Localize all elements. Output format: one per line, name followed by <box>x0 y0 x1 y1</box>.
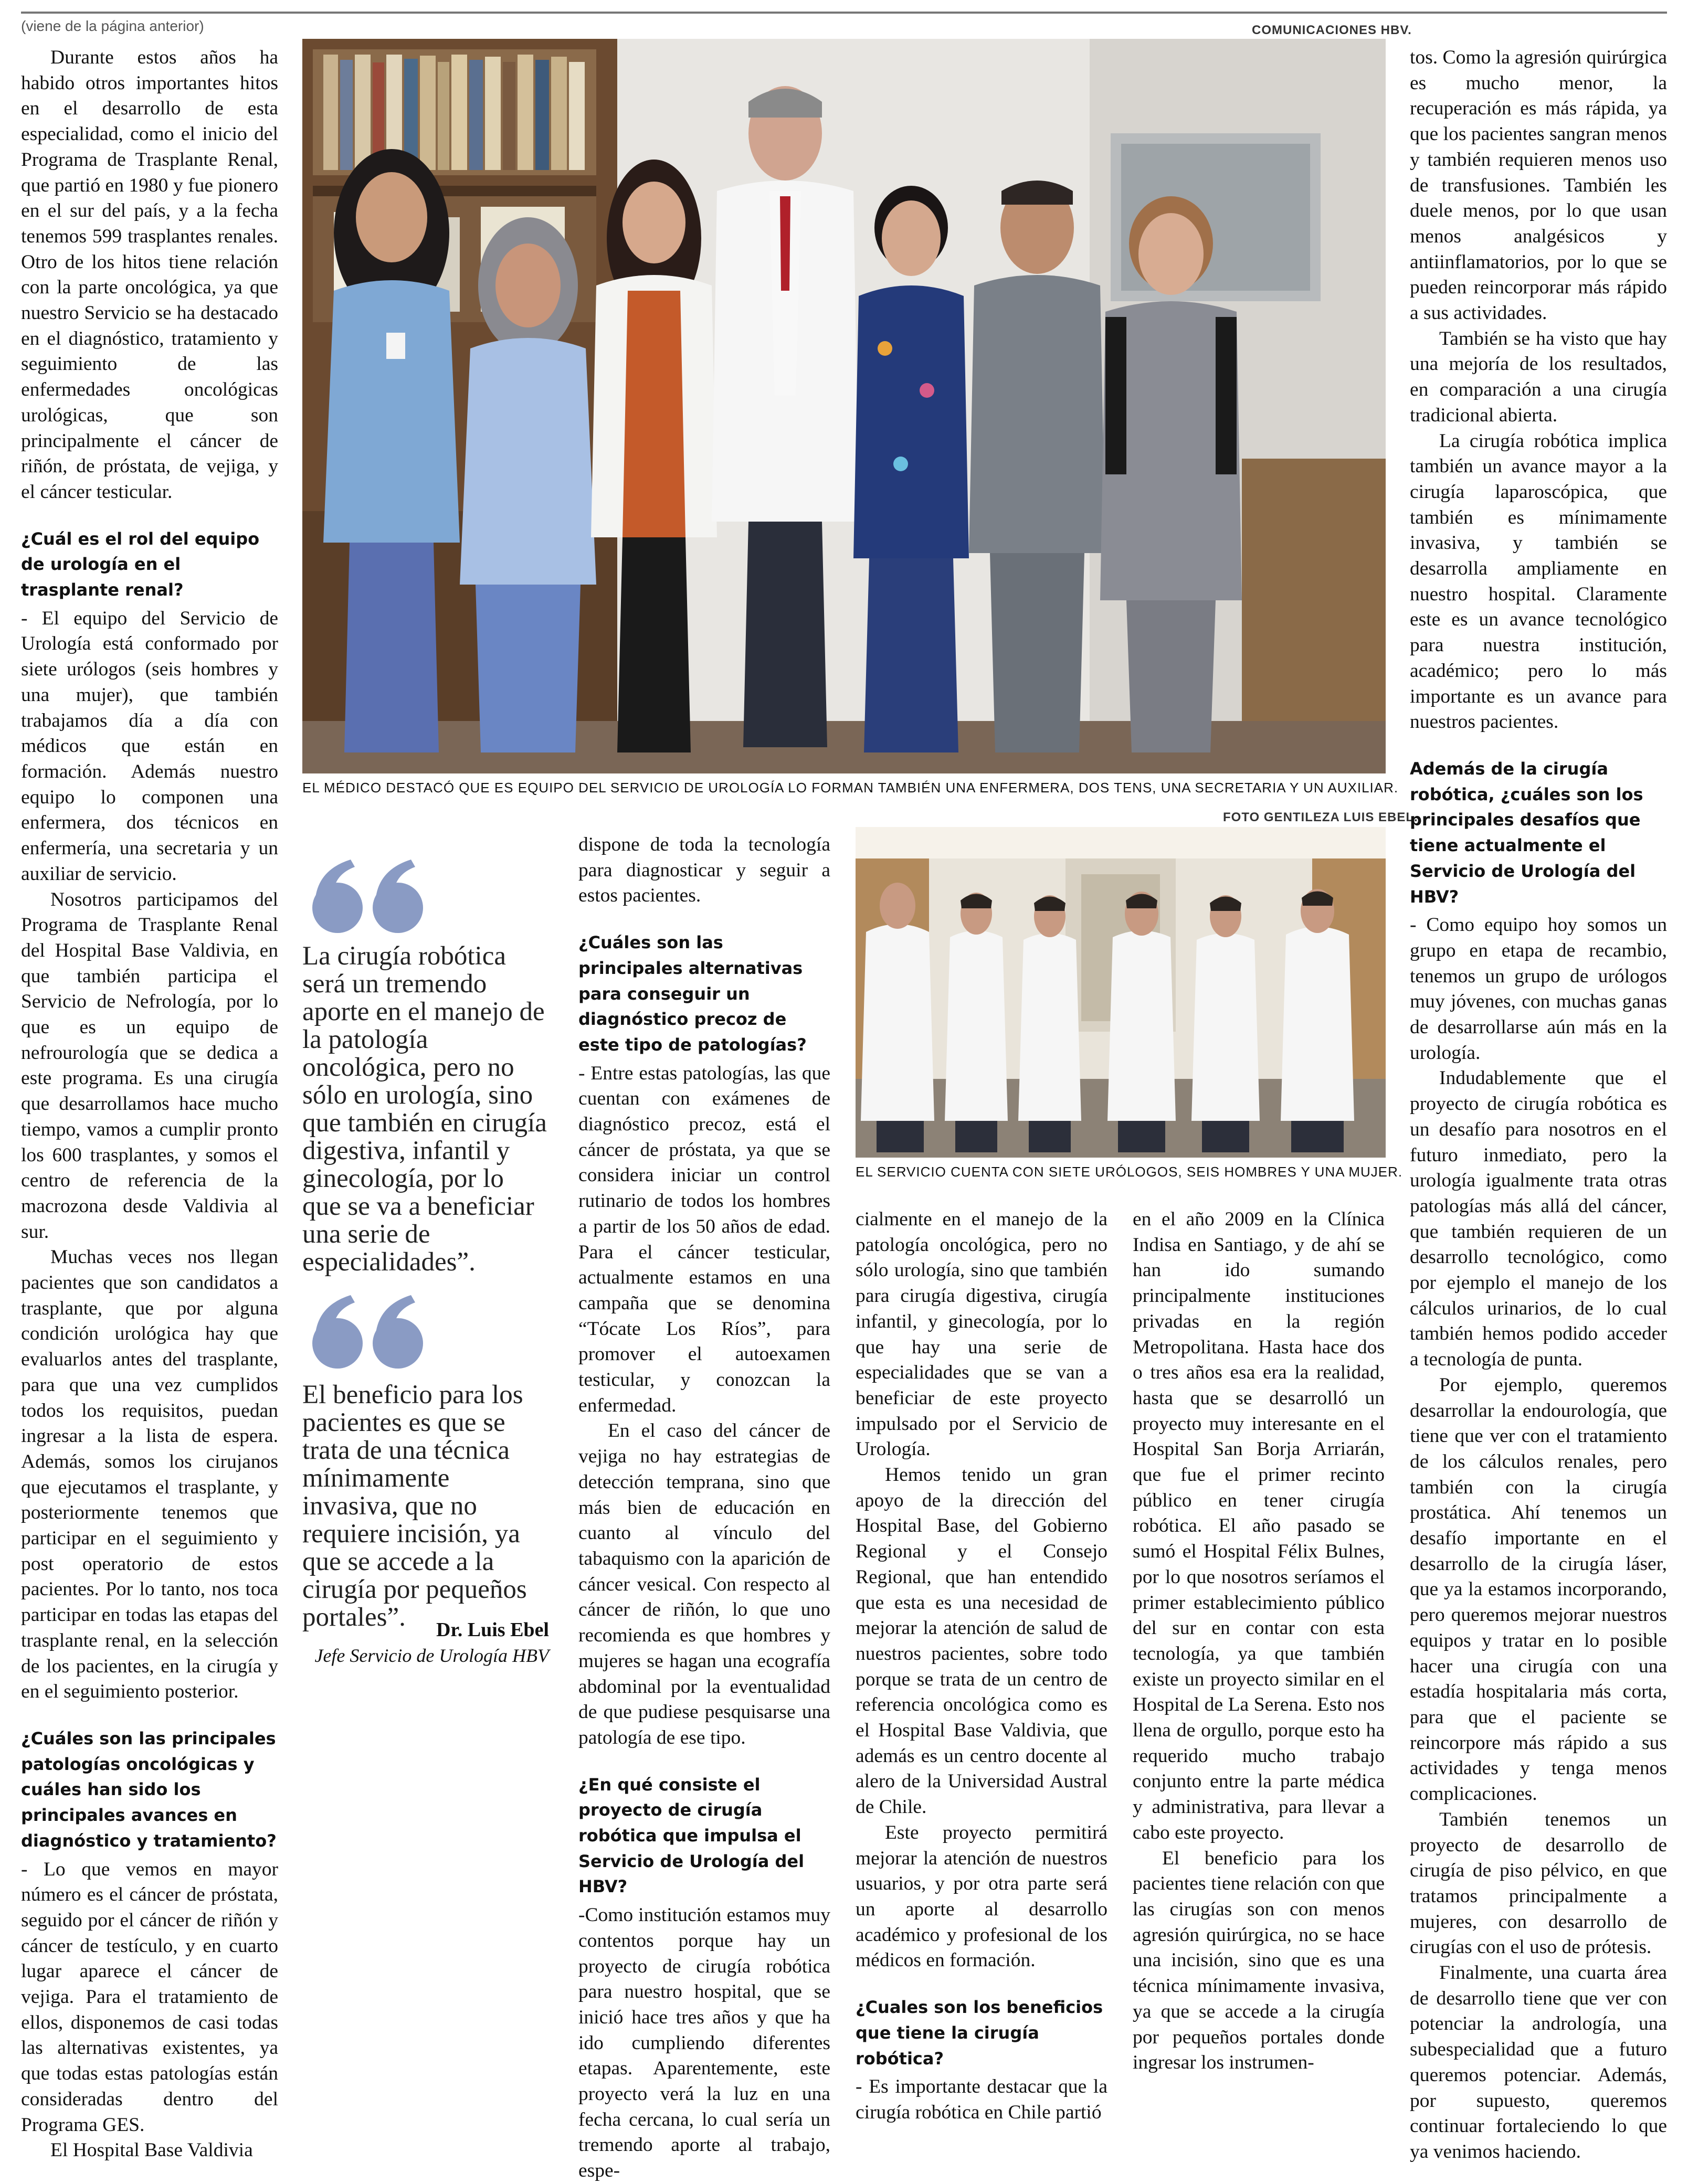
paragraph: Durante estos años ha habido otros importantes hitos en el desarrollo de esta especialidad, como el inicio del Programa de Trasplante Renal, que partió en 1980 y fue pionero en el sur del país, y a la fecha tenemos 599 trasplantes renales. Otro de los hitos tiene relación con la parte oncológica, ya que nuestro Servicio se ha destacado en el diagnóstico, tratamiento y seguimiento de las enfermedades oncológicas urológicas, que son principalmente el cáncer de riñón, de próstata, de vejiga, y el cáncer testicular. <box>21 47 278 503</box>
paragraph: El Hospital Base Valdivia <box>50 2139 253 2161</box>
pull-quote-2: El beneficio para los pacientes es que se trata de una técnica mínimamente invasiva, que no requiere incisión, ya que se accede a la cirugía por pequeños portales”. <box>302 1380 527 1632</box>
paragraph: - Entre estas patologías, las que cuentan con exámenes de diagnóstico precoz, está el cáncer de próstata, ya que se considera iniciar un control rutinario de todos los hombres a partir de los 50 años de edad. Para el cáncer testicular, actualmente estamos en una campaña que se denomina “Tócate Los Ríos”, para promover el autoexamen testicular, y conozcan la enfermedad. <box>578 1062 830 1416</box>
team-photo <box>302 39 1386 773</box>
photo-credit-2: FOTO GENTILEZA LUIS EBEL. <box>1223 810 1418 824</box>
question-heading: Además de la cirugía robótica, ¿cuáles son los principales desafíos que tiene actualmente el Servicio de Urología del HBV? <box>1410 758 1643 907</box>
paragraph: - Lo que vemos en mayor número es el cáncer de próstata, seguido por el cáncer de riñón y cáncer de testículo, y en cuarto lugar aparece el cáncer de vejiga. Para el tratamiento de ellos, disponemos de casi todas las alternativas existentes, ya que todas estas patologías están consideradas dentro del Programa GES. <box>21 1858 278 2136</box>
urologists-photo <box>856 827 1386 1158</box>
paragraph: El beneficio para los pacientes tiene relación con que las cirugías son con menos agresión quirúrgica, no se hace una incisión, sino que es una técnica mínimamente invasiva, ya que se accede a la cirugía por pequeños portales donde ingresar los instrumen- <box>1133 1847 1385 2074</box>
photo-caption-2: EL SERVICIO CUENTA CON SIETE URÓLOGOS, SEIS HOMBRES Y UNA MUJER. <box>856 1164 1403 1180</box>
paragraph: - Como equipo hoy somos un grupo en etapa de recambio, tenemos un grupo de urólogos muy jóvenes, con muchas ganas de desarrollarse aún más en la urología. <box>1410 914 1667 1064</box>
pull-quote-1: La cirugía robótica será un tremendo aporte en el manejo de la patología oncológica, pero no sólo en urología, sino que también en cirugía digestiva, infantil y ginecología, por lo que se va a beneficiar una serie de especialidades”. <box>302 941 547 1277</box>
question-heading: ¿Cuales son los beneficios que tiene la cirugía robótica? <box>856 1997 1103 2069</box>
quote-author-role: Jefe Servicio de Urología HBV <box>314 1645 549 1666</box>
photo-caption-1: EL MÉDICO DESTACÓ QUE ES EQUIPO DEL SERVICIO DE UROLOGÍA LO FORMAN TAMBIÉN UNA ENFERMERA, DOS TENS, UNA SECRETARIA Y UN AUXILIAR. <box>302 780 1399 796</box>
paragraph: Este proyecto permitirá mejorar la atención de nuestros usuarios, y por otra parte será un aporte al desarrollo académico y profesional de los médicos en formación. <box>856 1821 1107 1971</box>
paragraph: Muchas veces nos llegan pacientes que son candidatos a trasplante, que por alguna condición urológica hay que evaluarlos antes del trasplante, para que una vez cumplidos todos los requisitos, puedan ingresar a la lista de espera. Además, somos los cirujanos que ejecutamos el trasplante, y posteriormente tenemos que participar en el seguimiento y post operatorio de estos pacientes. Por lo tanto, nos toca participar en todas las etapas del trasplante renal, en la selección de los pacientes, en la cirugía y en el seguimiento posterior. <box>21 1246 278 1703</box>
article-column-5 <box>1133 1207 1385 2076</box>
quote-mark-icon <box>309 855 429 934</box>
continued-label: (viene de la página anterior) <box>21 18 204 34</box>
article-column-3 <box>578 832 830 2182</box>
paragraph: También tenemos un proyecto de desarrollo de cirugía de piso pélvico, en que tratamos principalmente a mujeres, con desarrollo de cirugías con el uso de prótesis. <box>1410 1808 1667 1958</box>
paragraph: -Como institución estamos muy contentos porque hay un proyecto de cirugía robótica para nuestro hospital, que se inició hace tres años y que ha ido cumpliendo diferentes etapas. Aparentemente, este proyecto verá la luz en una fecha cercana, lo cual sería un tremendo aporte al trabajo, espe- <box>578 1904 830 2182</box>
quote-mark-icon <box>309 1291 429 1370</box>
paragraph: - Es importante destacar que la cirugía robótica en Chile partió <box>856 2076 1107 2123</box>
quote-author: Dr. Luis Ebel <box>436 1619 549 1641</box>
paragraph: dispone de toda la tecnología para diagnosticar y seguir a estos pacientes. <box>578 834 830 907</box>
paragraph: Por ejemplo, queremos desarrollar la endourología, que tiene que ver con el tratamiento de los cálculos renales, pero también con la cirugía prostática. Ahí tenemos un desafío importante en el desarrollo de la cirugía láser, que ya la estamos incorporando, pero queremos mejorar nuestros equipos y tratar en lo posible hacer una cirugía con una estadía hospitalaria más corta, para que el paciente se reincorpore más rápido a sus actividades y tenga menos complicaciones. <box>1410 1374 1667 1805</box>
article-column-1 <box>21 45 278 2161</box>
question-heading: ¿En qué consiste el proyecto de cirugía robótica que impulsa el Servicio de Urología del HBV? <box>578 1774 805 1897</box>
paragraph: Hemos tenido un gran apoyo de la dirección del Hospital Base, del Gobierno Regional y el Consejo Regional, que han entendido que esta es una necesidad de mejorar la atención de salud de nuestros pacientes, sobre todo porque se trata de un centro de referencia oncológica como es el Hospital Base Valdivia, que además es un centro docente al alero de la Universidad Austral de Chile. <box>856 1464 1107 1818</box>
paragraph: Indudablemente que el proyecto de cirugía robótica es un desafío para nosotros en el futuro inmediato, pero la urología igualmente trata otras patologías más allá del cáncer, que también requieren de un desarrollo tecnológico, como por ejemplo el manejo de los cálculos urinarios, de lo cual también hemos podido acceder a tecnología de punta. <box>1410 1067 1667 1371</box>
paragraph: Finalmente, una cuarta área de desarrollo tiene que ver con potenciar la andrología, una subespecialidad que a futuro queremos potenciar. Además, por supuesto, queremos continuar fortaleciendo lo que ya venimos haciendo. <box>1410 1962 1667 2162</box>
photo-credit-1: COMUNICACIONES HBV. <box>1252 23 1412 37</box>
article-column-6 <box>1410 45 1667 2162</box>
article-column-4 <box>856 1207 1107 2123</box>
paragraph: Nosotros participamos del Programa de Trasplante Renal del Hospital Base Valdivia, en que también participa el Servicio de Nefrología, por lo que es un equipo de nefrourología que se dedica a este programa. Es una cirugía que desarrollamos hace mucho tiempo, vamos a cumplir pronto los 600 trasplantes, y somos el centro de referencia de la macrozona desde Valdivia al sur. <box>21 888 278 1243</box>
paragraph: La cirugía robótica implica también un avance mayor a la cirugía laparoscópica, que también es mínimamente invasiva, y también se desarrolla ampliamente en nuestro hospital. Claramente este es un avance tecnológico para nuestra institución, académico; pero lo más importante es un avance para nuestros pacientes. <box>1410 430 1667 733</box>
question-heading: ¿Cuál es el rol del equipo de urología en el trasplante renal? <box>21 528 260 600</box>
paragraph: en el año 2009 en la Clínica Indisa en Santiago, y de ahí se han ido sumando principalmente instituciones privadas en la región Metropolitana. Hasta hace dos o tres años esa era la realidad, hasta que se desarrolló un proyecto muy interesante en el Hospital San Borja Arriarán, que fue el primer recinto público en tener cirugía robótica. El año pasado se sumó el Hospital Félix Bulnes, por lo que nosotros seríamos el primer establecimiento público del sur en contar con esta tecnología, ya que también existe un proyecto similar en el Hospital de La Serena. Esto nos llena de orgullo, porque esto ha requerido mucho trabajo conjunto entre la parte médica y administrativa, para llevar a cabo este proyecto. <box>1133 1208 1385 1843</box>
top-rule <box>21 12 1667 14</box>
question-heading: ¿Cuáles son las principales patologías oncológicas y cuáles han sido los principales avances en diagnóstico y tratamiento? <box>21 1729 277 1851</box>
paragraph: - El equipo del Servicio de Urología está conformado por siete urólogos (seis hombres y una mujer), que también trabajamos día a día con médicos que están en formación. Además nuestro equipo lo componen una enfermera, dos técnicos en enfermería, una secretaria y un auxiliar de servicio. <box>21 607 278 885</box>
paragraph: tos. Como la agresión quirúrgica es mucho menor, la recuperación es más rápida, ya que los pacientes sangran menos y también requieren menos uso de transfusiones. También les duele menos, por lo que usan menos analgésicos y antiinflamatorios, por lo que se pueden reincorporar más rápido a sus actividades. <box>1410 47 1667 324</box>
question-heading: ¿Cuáles son las principales alternativas para conseguir un diagnóstico precoz de este tipo de patologías? <box>578 932 807 1055</box>
paragraph: También se ha visto que hay una mejoría de los resultados, en comparación a una cirugía tradicional abierta. <box>1410 327 1667 426</box>
paragraph: cialmente en el manejo de la patología oncológica, pero no sólo urología, sino que también para cirugía digestiva, cirugía infantil, y ginecología, por lo que hay una serie de especialidades que se van a beneficiar de este proyecto impulsado por el Servicio de Urología. <box>856 1208 1107 1460</box>
paragraph: En el caso del cáncer de vejiga no hay estrategias de detección temprana, sino que más bien de educación en cuanto al vínculo del tabaquismo con la aparición de cáncer vesical. Con respecto al cáncer de riñón, lo que uno recomienda es que hombres y mujeres se hagan una ecografía abdominal por la eventualidad de que pudiese pesquisarse una patología de ese tipo. <box>578 1420 830 1748</box>
